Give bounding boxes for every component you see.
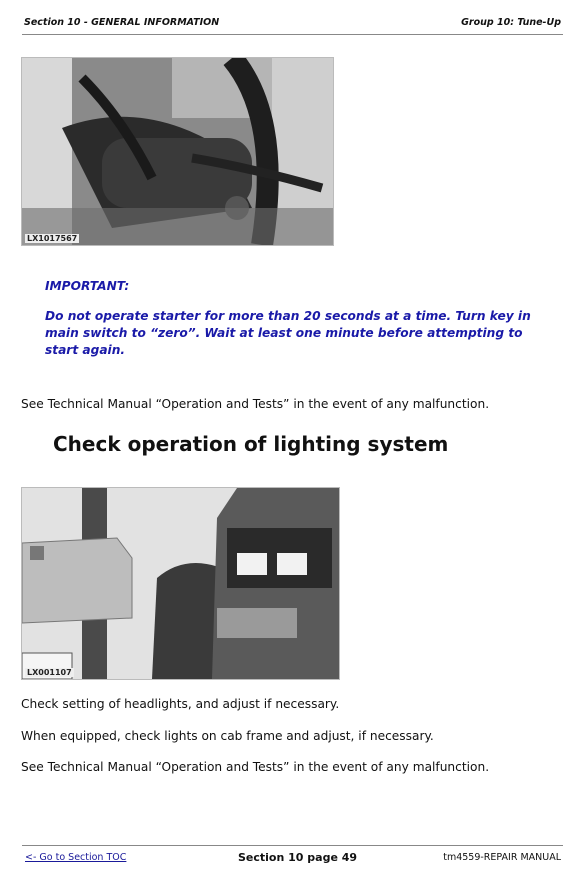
manual-id: tm4559-REPAIR MANUAL (443, 852, 561, 863)
cab-lights-text: When equipped, check lights on cab frame and adjust, if necessary. (21, 729, 434, 743)
page-footer (22, 845, 563, 874)
section-title: Section 10 - GENERAL INFORMATION (24, 17, 220, 28)
figure-caption: LX001107 (27, 668, 72, 677)
malfunction-note: See Technical Manual “Operation and Tests” in the event of any malfunction. (21, 397, 490, 411)
figure-caption: LX1017567 (27, 234, 78, 243)
important-notice (45, 278, 545, 359)
page-header (22, 14, 563, 35)
section-toc-link[interactable]: <- Go to Section TOC (25, 852, 127, 863)
page-number: Section 10 page 49 (238, 851, 358, 864)
malfunction-note: See Technical Manual “Operation and Tests” in the event of any malfunction. (21, 760, 490, 774)
starter-motor-illustration (22, 58, 333, 245)
starter-motor-photo (21, 57, 334, 246)
tractor-headlight-illustration (22, 488, 339, 679)
important-title: IMPORTANT: (45, 279, 130, 293)
headlight-check-photo (21, 487, 340, 680)
important-text: Do not operate starter for more than 20 seconds at a time. Turn key in main switch to “zero”. Wait at least one minute before attempting to start again. (45, 309, 531, 357)
section-heading: Check operation of lighting system (53, 432, 449, 456)
group-title: Group 10: Tune-Up (461, 17, 561, 28)
headlight-setting-text: Check setting of headlights, and adjust if necessary. (21, 697, 340, 711)
